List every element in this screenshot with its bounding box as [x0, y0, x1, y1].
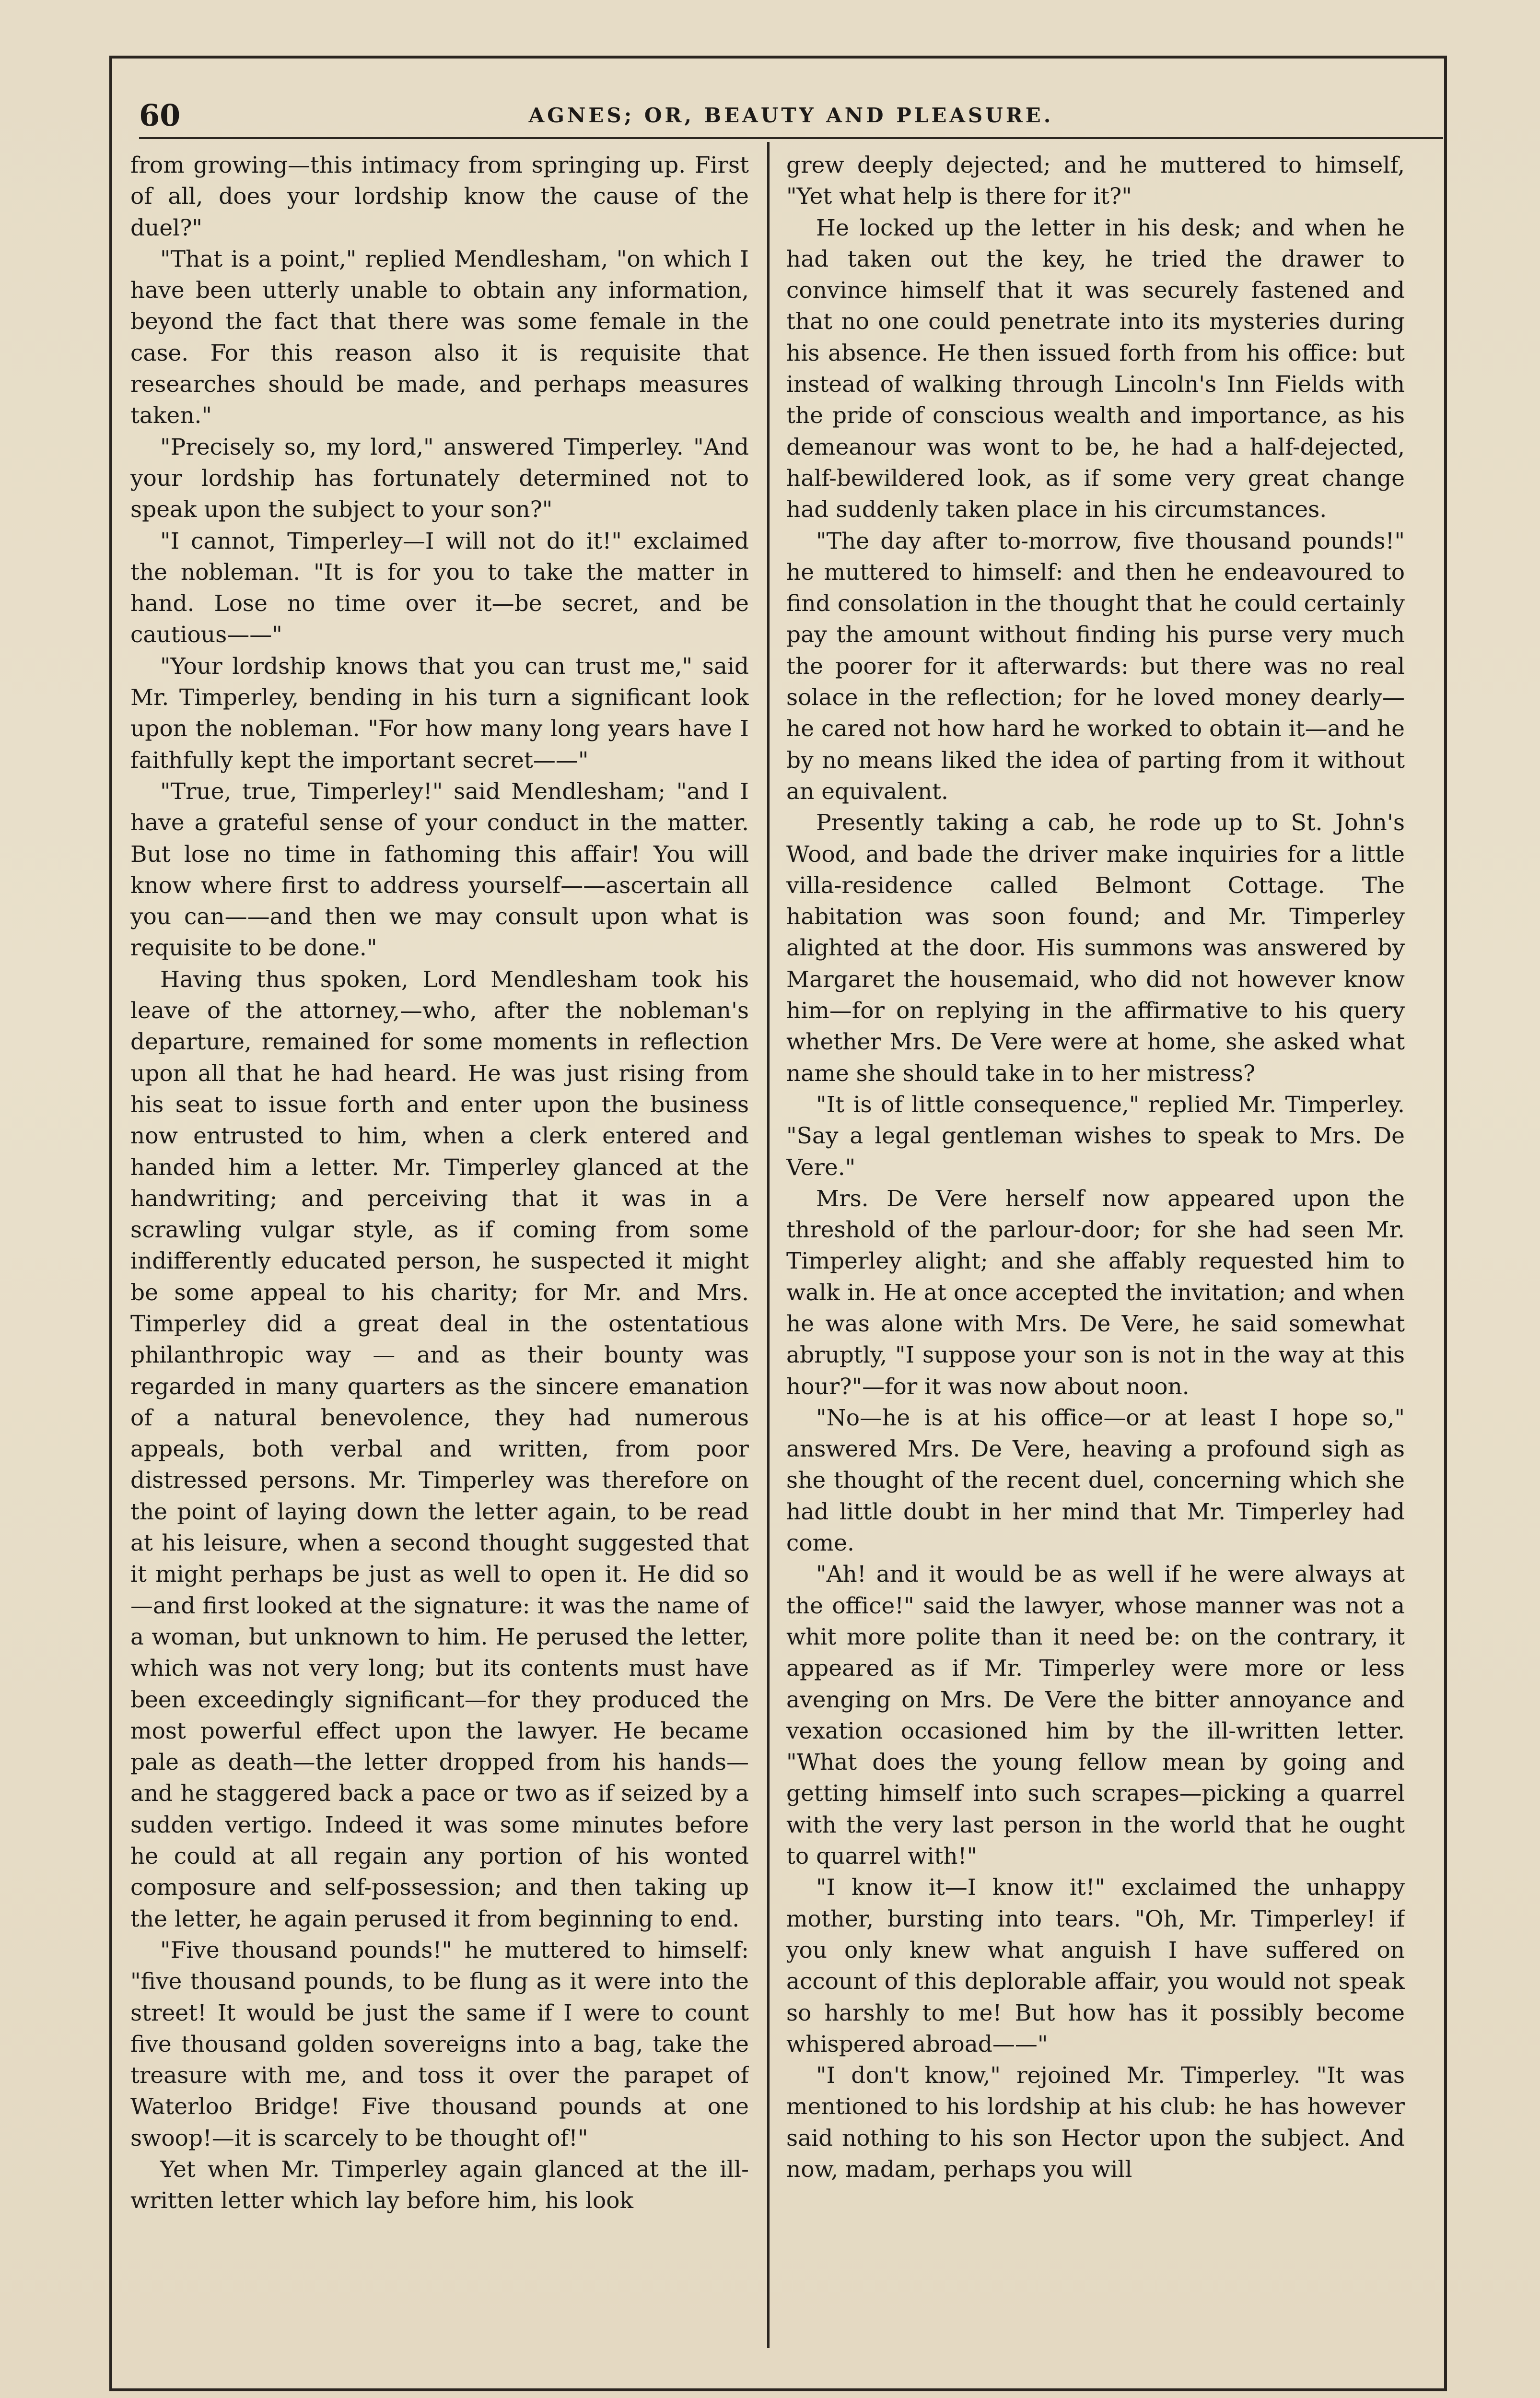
paragraph: He locked up the letter in his desk; and when he had taken out the key, he tried the drawer to convince himself that it was securely fastened and that no one could penetrate into its mysteries during his absence. He then issued forth from his office: but instead of walking through Lincoln's Inn Fields with the pride of conscious wealth and importance, as his demeanour was wont to be, he had a half-dejected, half-bewildered look, as if some very great change had suddenly taken place in his circumstances. [786, 214, 1405, 523]
paragraph: Presently taking a cab, he rode up to St. John's Wood, and bade the driver make inquiries for a little villa-residence called Belmont Cottage. The habitation was soon found; and Mr. Timperley alighted at the door. His summons was answered by Margaret the housemaid, who did not however know him—for on replying in the affirmative to his query whether Mrs. De Vere were at home, she asked what name she should take in to her mistress? [786, 810, 1405, 1087]
paragraph: "I cannot, Timperley—I will not do it!" exclaimed the nobleman. "It is for you to take the matter in hand. Lose no time over it—be secret, and be cautious——" [130, 528, 749, 648]
paragraph: "I know it—I know it!" exclaimed the unhappy mother, bursting into tears. "Oh, Mr. Timperley! if you only knew what anguish I have suffered on account of this deplorable affair, you would not speak so harshly to me! But how has it possibly become whispered abroad——" [786, 1874, 1405, 2057]
page-number: 60 [139, 98, 181, 133]
paragraph: "Five thousand pounds!" he muttered to himself: "five thousand pounds, to be flung as it were into the street! It would be just the same if I were to count five thousand golden sovereigns into a bag, take the treasure with me, and toss it over the parapet of Waterloo Bridge! Five thousand pounds at one swoop!—it is scarcely to be thought of!" [130, 1937, 749, 2151]
left-column [130, 150, 749, 2365]
running-head: AGNES; OR, BEAUTY AND PLEASURE. [528, 104, 1054, 127]
paragraph: "No—he is at his office—or at least I hope so," answered Mrs. De Vere, heaving a profound sigh as she thought of the recent duel, concerning which she had little doubt in her mind that Mr. Timperley had come. [786, 1404, 1405, 1557]
paragraph: grew deeply dejected; and he muttered to himself, "Yet what help is there for it?" [786, 152, 1405, 210]
paragraph: "Precisely so, my lord," answered Timperley. "And your lordship has fortunately determined not to speak upon the subject to your son?" [130, 434, 749, 523]
column-divider [767, 142, 770, 2348]
paragraph: Mrs. De Vere herself now appeared upon the threshold of the parlour-door; for she had seen Mr. Timperley alight; and she affably requested him to walk in. He at once accepted the invitation; and when he was alone with Mrs. De Vere, he said somewhat abruptly, "I suppose your son is not in the way at this hour?"—for it was now about noon. [786, 1185, 1405, 1400]
paragraph: "That is a point," replied Mendlesham, "on which I have been utterly unable to obtain any information, beyond the fact that there was some female in the case. For this reason also it is requisite that researches should be made, and perhaps measures taken." [130, 246, 749, 429]
paragraph: Having thus spoken, Lord Mendlesham took his leave of the attorney,—who, after the nobleman's departure, remained for some moments in reflection upon all that he had heard. He was just rising from his seat to issue forth and enter upon the business now entrusted to him, when a clerk entered and handed him a letter. Mr. Timperley glanced at the handwriting; and perceiving that it was in a scrawling vulgar style, as if coming from some indifferently educated person, he suspected it might be some appeal to his charity; for Mr. and Mrs. Timperley did a great deal in the ostentatious philanthropic way — and as their bounty was regarded in many quarters as the sincere emanation of a natural benevolence, they had numerous appeals, both verbal and written, from poor distressed persons. Mr. Timperley was therefore on the point of laying down the letter again, to be read at his leisure, when a second thought suggested that it might perhaps be just as well to open it. He did so—and first looked at the signature: it was the name of a woman, but unknown to him. He perused the letter, which was not very long; but its contents must have been exceedingly significant—for they produced the most powerful effect upon the lawyer. He became pale as death—the letter dropped from his hands—and he staggered back a pace or two as if seized by a sudden vertigo. Indeed it was some minutes before he could at all regain any portion of his wonted composure and self-possession; and then taking up the letter, he again perused it from beginning to end. [130, 966, 749, 1932]
paragraph: "I don't know," rejoined Mr. Timperley. "It was mentioned to his lordship at his club: he has however said nothing to his son Hector upon the subject. And now, madam, perhaps you will [786, 2062, 1405, 2183]
page-header [139, 94, 1443, 139]
paragraph: "It is of little consequence," replied Mr. Timperley. "Say a legal gentleman wishes to speak to Mrs. De Vere." [786, 1091, 1405, 1181]
paragraph: "The day after to-morrow, five thousand pounds!" he muttered to himself: and then he endeavoured to find consolation in the thought that he could certainly pay the amount without finding his purse very much the poorer for it afterwards: but there was no real solace in the reflection; for he loved money dearly—he cared not how hard he worked to obtain it—and he by no means liked the idea of parting from it without an equivalent. [786, 528, 1405, 805]
paragraph: "Ah! and it would be as well if he were always at the office!" said the lawyer, whose manner was not a whit more polite than it need be: on the contrary, it appeared as if Mr. Timperley were more or less avenging on Mrs. De Vere the bitter annoyance and vexation occasioned him by the ill-written letter. "What does the young fellow mean by going and getting himself into such scrapes—picking a quarrel with the very last person in the world that he ought to quarrel with!" [786, 1561, 1405, 1870]
paragraph: from growing—this intimacy from springing up. First of all, does your lordship know the cause of the duel?" [130, 152, 749, 241]
paragraph: Yet when Mr. Timperley again glanced at the ill-written letter which lay before him, his look [130, 2156, 749, 2214]
paragraph: "Your lordship knows that you can trust me," said Mr. Timperley, bending in his turn a significant look upon the nobleman. "For how many long years have I faithfully kept the important secret——" [130, 653, 749, 774]
paragraph: "True, true, Timperley!" said Mendlesham; "and I have a grateful sense of your conduct in the matter. But lose no time in fathoming this affair! You will know where first to address yourself——ascertain all you can——and then we may consult upon what is requisite to be done." [130, 778, 749, 962]
right-column [786, 150, 1405, 2365]
